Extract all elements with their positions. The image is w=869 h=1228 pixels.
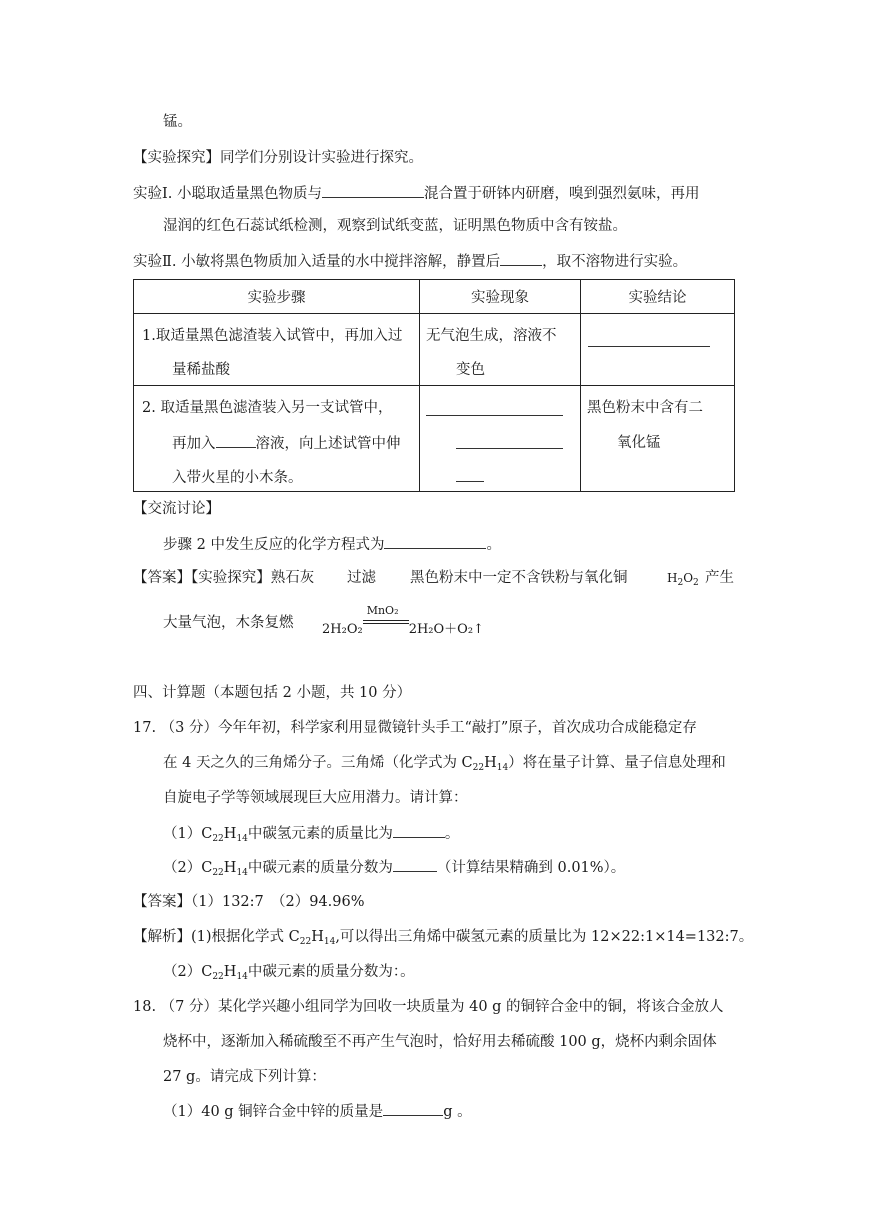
- explanation-line: [163, 962, 415, 987]
- subscript: 22: [299, 937, 312, 947]
- answer-line: 【答案】（1）132:7 （2）94.96%: [133, 894, 365, 910]
- question-line: 18. （7 分）某化学兴趣小组同学为回收一块质量为 40 g 的铜锌合金中的铜，将该合金放人: [133, 999, 724, 1015]
- text-span: H: [223, 964, 237, 980]
- text-line: 湿润的红色石蕊试纸检测，观察到试纸变蓝，证明黑色物质中含有铵盐。: [163, 218, 627, 234]
- table-header-row: [134, 280, 735, 314]
- text-line: [163, 534, 501, 555]
- table-row: [134, 314, 735, 386]
- cell-text: 量稀盐酸: [172, 362, 230, 378]
- subscript: 2: [677, 578, 684, 588]
- subscript: 22: [212, 834, 224, 844]
- answer-blank: [500, 251, 542, 266]
- table-cell: [581, 386, 735, 492]
- subscript: 22: [212, 868, 224, 878]
- cell-text: 1.取适量黑色滤渣装入试管中，再加入过: [142, 328, 403, 344]
- text-span: H: [223, 826, 237, 842]
- answer-line: 【答案】【实验探究】熟石灰: [133, 570, 315, 586]
- answer-blank: [393, 857, 437, 872]
- table-header-cell: 实验步骤: [134, 280, 420, 314]
- table-header-cell: 实验现象: [420, 280, 581, 314]
- answer-blank: [588, 332, 710, 347]
- text-span: 【解析】(1)根据化学式 C: [133, 929, 300, 945]
- catalyst-arrow: [363, 604, 409, 633]
- text-span: H: [484, 755, 497, 771]
- answer-blank: [426, 401, 563, 416]
- answer-blank: [384, 534, 486, 549]
- text-span: （1）40 g 铜锌合金中锌的质量是: [163, 1104, 384, 1120]
- answer-line: 黑色粉末中一定不含铁粉与氧化铜: [410, 570, 628, 586]
- text-span: 实验Ⅰ. 小聪取适量黑色物质与: [133, 186, 322, 202]
- text-span: （1）C: [163, 826, 213, 842]
- text-span: ，取不溶物进行实验。: [542, 254, 688, 270]
- text-span: 。: [444, 826, 460, 842]
- table-header-cell: 实验结论: [581, 280, 735, 314]
- question-line: [163, 753, 726, 778]
- text-span: ）将在量子计算、量子信息处理和: [508, 755, 726, 771]
- cell-text: 黑色粉末中含有二: [587, 400, 703, 416]
- equation-right: 2H₂O＋O₂↑: [408, 622, 484, 637]
- cell-text: [172, 433, 401, 454]
- answer-formula: [667, 568, 699, 593]
- text-span: 溶液，向上述试管中伸: [255, 436, 401, 452]
- question-line: 自旋电子学等领域展现巨大应用潜力。请计算：: [163, 790, 468, 806]
- section-heading: 【实验探究】同学们分别设计实验进行探究。: [133, 150, 423, 166]
- text-span: 再加入: [172, 436, 216, 452]
- cell-text: 2. 取适量黑色滤渣装入另一支试管中，: [142, 400, 393, 416]
- subscript: 14: [236, 834, 248, 844]
- text-span: 中碳氢元素的质量比为: [247, 826, 393, 842]
- chemical-equation: [322, 604, 484, 640]
- answer-blank: [216, 433, 256, 448]
- table-row: [134, 386, 735, 492]
- subscript: 14: [236, 972, 248, 982]
- cell-text: 氧化锰: [617, 435, 661, 451]
- subscript: 14: [496, 763, 509, 773]
- text-span: （计算结果精确到 0.01%）。: [436, 860, 626, 876]
- text-line: [133, 183, 699, 204]
- answer-blank: [383, 1101, 443, 1116]
- question-line: [163, 823, 459, 849]
- text-span: （2）C: [163, 964, 213, 980]
- answer-blank: [322, 183, 424, 198]
- text-span: 中碳元素的质量分数为：。: [247, 964, 415, 980]
- text-span: H: [667, 571, 678, 585]
- text-span: ,可以得出三角烯中碳氢元素的质量比为 12×22:1×14=132:7。: [335, 929, 754, 945]
- section-heading: 【交流讨论】: [133, 501, 220, 517]
- question-line: [163, 1101, 472, 1122]
- table-cell: [420, 314, 581, 386]
- section-heading: 四、计算题（本题包括 2 小题，共 10 分）: [133, 685, 412, 701]
- text-span: 中碳元素的质量分数为: [247, 860, 393, 876]
- equation-left: 2H₂O₂: [322, 622, 363, 637]
- subscript: 14: [323, 937, 336, 947]
- explanation-line: [133, 927, 753, 952]
- text-span: 混合置于研钵内研磨，嗅到强烈氨味，再用: [423, 186, 700, 202]
- text-line: 锰。: [163, 114, 192, 130]
- table-cell: [134, 314, 420, 386]
- table-cell: [420, 386, 581, 492]
- text-span: g 。: [443, 1104, 472, 1120]
- question-line: 27 g。请完成下列计算：: [163, 1069, 326, 1085]
- question-line: 烧杯中，逐渐加入稀硫酸至不再产生气泡时，恰好用去稀硫酸 100 g，烧杯内剩余固体: [163, 1034, 717, 1050]
- subscript: 2: [693, 578, 699, 588]
- text-span: H: [223, 860, 237, 876]
- text-span: 。: [486, 537, 501, 553]
- table-cell: [134, 386, 420, 492]
- text-span: O: [683, 571, 694, 585]
- text-span: 在 4 天之久的三角烯分子。三角烯（化学式为 C: [163, 755, 473, 771]
- answer-blank: [456, 434, 563, 449]
- cell-text: 变色: [456, 362, 485, 378]
- text-line: [133, 251, 687, 272]
- question-line: [163, 857, 625, 883]
- catalyst-label: MnO₂: [366, 604, 399, 617]
- table-cell: [581, 314, 735, 386]
- answer-line: 大量气泡，木条复燃: [163, 615, 294, 631]
- subscript: 14: [236, 868, 248, 878]
- cell-text: 入带火星的小木条。: [172, 470, 303, 486]
- answer-blank: [393, 823, 445, 838]
- text-span: （2）C: [163, 860, 213, 876]
- question-line: 17. （3 分）今年年初，科学家利用显微镜针头手工“敲打”原子，首次成功合成能稳定存: [133, 720, 697, 736]
- answer-line: 过滤: [347, 570, 376, 586]
- text-span: H: [311, 929, 324, 945]
- subscript: 22: [212, 972, 224, 982]
- subscript: 22: [472, 763, 485, 773]
- text-span: 步骤 2 中发生反应的化学方程式为: [163, 537, 385, 553]
- cell-text: 无气泡生成，溶液不: [426, 328, 557, 344]
- experiment-table: [133, 279, 735, 492]
- answer-line: 产生: [705, 570, 734, 586]
- text-span: 实验Ⅱ. 小敏将黑色物质加入适量的水中搅拌溶解，静置后: [133, 254, 501, 270]
- answer-blank: [456, 467, 484, 482]
